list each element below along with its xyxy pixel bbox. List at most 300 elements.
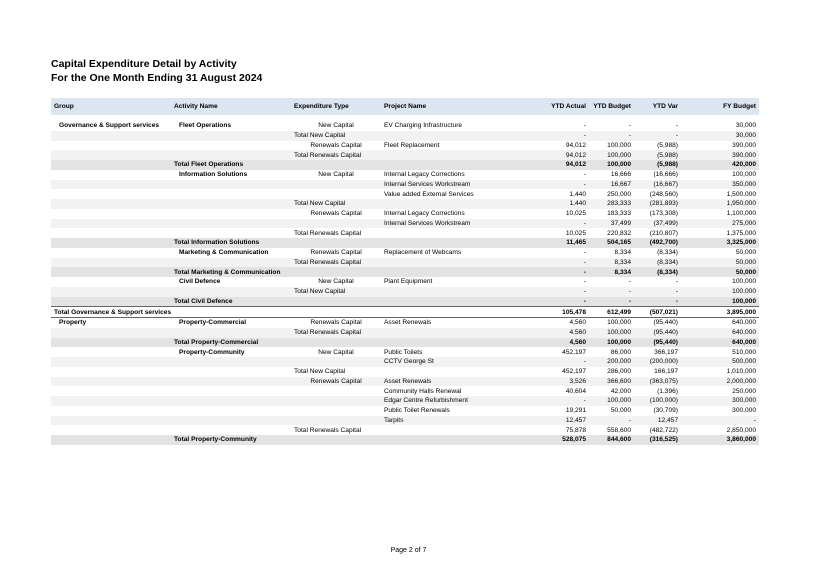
cell-group xyxy=(51,406,171,416)
cell-ytd-actual: - xyxy=(541,131,589,141)
cell-ytd-var: - xyxy=(675,122,678,130)
col-header-ytd-actual: YTD Actual xyxy=(541,98,589,115)
cell-ytd-budget: 100,000 xyxy=(607,141,631,149)
cell-ytd-budget: 100,000 xyxy=(589,150,634,160)
cell-project: Asset Renewals xyxy=(384,319,432,327)
cell-expenditure-type: Total New Capital xyxy=(291,199,381,209)
cell-activity xyxy=(171,219,291,229)
cell-ytd-var: (316,525) xyxy=(634,435,681,445)
cell-ytd-var: (5,988) xyxy=(657,141,678,149)
cell-ytd-actual: - xyxy=(541,180,589,190)
cell-ytd-actual: 94,012 xyxy=(541,160,589,170)
cell-ytd-budget: - xyxy=(589,297,634,307)
cell-group xyxy=(51,248,171,258)
subtotal-row xyxy=(51,150,759,160)
cell-group: Governance & Support services xyxy=(59,122,160,130)
cell-ytd-var: 12,457 xyxy=(634,416,681,426)
cell-ytd-budget: 16,666 xyxy=(610,171,631,179)
cell-group xyxy=(51,396,171,406)
cell-activity: Marketing & Communication xyxy=(179,249,269,257)
cell-group xyxy=(51,258,171,268)
cell-group xyxy=(51,347,171,357)
table-row xyxy=(51,209,759,219)
cell-ytd-var: (95,440) xyxy=(653,319,678,327)
report-title xyxy=(51,57,262,85)
cell-ytd-actual: 19,291 xyxy=(565,407,586,415)
activity-total-row xyxy=(51,238,759,248)
cell-fy-budget: 100,000 xyxy=(732,278,756,286)
cell-project: Replacement of Webcams xyxy=(384,249,462,257)
cell-ytd-var: (248,560) xyxy=(649,190,678,198)
group-total-row xyxy=(51,307,759,318)
cell-ytd-budget: - xyxy=(589,131,634,141)
subtotal-row xyxy=(51,228,759,238)
cell-activity xyxy=(171,209,291,219)
cell-ytd-actual: - xyxy=(541,267,589,277)
cell-ytd-actual: - xyxy=(583,122,586,130)
cell-fy-budget: 2,850,000 xyxy=(726,426,756,434)
cell-fy-budget: 100,000 xyxy=(681,287,759,297)
cell-fy-budget: 300,000 xyxy=(732,407,756,415)
cell-project xyxy=(381,297,541,307)
cell-fy-budget: 275,000 xyxy=(681,219,759,229)
cell-group xyxy=(51,425,171,435)
cell-group xyxy=(51,416,171,426)
cell-expenditure-type: Renewals Capital xyxy=(310,141,362,149)
cell-expenditure-type: Total Renewals Capital xyxy=(294,426,362,434)
cell-activity xyxy=(171,377,291,387)
cell-ytd-budget: 100,000 xyxy=(607,319,631,327)
cell-expenditure-type: Total Renewals Capital xyxy=(291,258,381,268)
cell-group xyxy=(51,267,171,277)
cell-ytd-var: (200,000) xyxy=(634,357,681,367)
cell-ytd-actual: - xyxy=(541,297,589,307)
cell-expenditure-type: New Capital xyxy=(318,122,354,130)
cell-ytd-budget: 100,000 xyxy=(589,396,634,406)
cell-fy-budget: 1,950,000 xyxy=(681,199,759,209)
cell-fy-budget: 640,000 xyxy=(681,328,759,338)
cell-expenditure-type xyxy=(291,180,381,190)
cell-expenditure-type xyxy=(291,307,381,318)
cell-project: Edgar Centre Refurbishment xyxy=(381,396,541,406)
cell-expenditure-type xyxy=(291,416,381,426)
cell-ytd-actual: 94,012 xyxy=(541,150,589,160)
cell-activity: Total Information Solutions xyxy=(171,238,291,248)
cell-fy-budget: - xyxy=(681,416,759,426)
table-row xyxy=(51,180,759,190)
cell-ytd-var: (16,667) xyxy=(634,180,681,190)
cell-fy-budget: 390,000 xyxy=(681,150,759,160)
cell-activity: Information Solutions xyxy=(179,171,248,179)
cell-fy-budget: 50,000 xyxy=(735,249,756,257)
cell-ytd-budget: 250,000 xyxy=(607,190,631,198)
cell-fy-budget: 1,375,000 xyxy=(726,229,756,237)
cell-group xyxy=(51,238,171,248)
table-row xyxy=(51,347,759,357)
cell-activity xyxy=(171,425,291,435)
cell-fy-budget: 1,010,000 xyxy=(726,368,756,376)
cell-ytd-var: (30,709) xyxy=(653,407,678,415)
col-header-project: Project Name xyxy=(381,98,541,115)
cell-ytd-budget: 100,000 xyxy=(589,328,634,338)
cell-project: Internal Legacy Corrections xyxy=(384,171,465,179)
cell-project xyxy=(381,228,541,238)
cell-ytd-var: (8,334) xyxy=(634,258,681,268)
cell-ytd-actual: 528,075 xyxy=(541,435,589,445)
cell-ytd-budget: 220,832 xyxy=(607,229,631,237)
col-header-expenditure-type: Expenditure Type xyxy=(291,98,381,115)
table-row xyxy=(51,121,759,131)
cell-group xyxy=(51,328,171,338)
cell-group: Property xyxy=(59,319,87,327)
cell-group: Total Governance & Support services xyxy=(51,307,171,318)
cell-fy-budget: 420,000 xyxy=(681,160,759,170)
cell-ytd-budget: 37,499 xyxy=(589,219,634,229)
col-header-ytd-var: YTD Var xyxy=(634,98,681,115)
cell-ytd-var: (210,807) xyxy=(649,229,678,237)
cell-group xyxy=(51,180,171,190)
cell-ytd-var: (37,499) xyxy=(634,219,681,229)
table-row xyxy=(51,248,759,258)
cell-ytd-actual: 1,440 xyxy=(541,199,589,209)
cell-activity: Total Property-Community xyxy=(171,435,291,445)
cell-ytd-budget: 8,334 xyxy=(589,267,634,277)
cell-ytd-budget: 558,600 xyxy=(607,426,631,434)
subtotal-row xyxy=(51,199,759,209)
cell-ytd-var: (100,000) xyxy=(634,396,681,406)
cell-fy-budget: 250,000 xyxy=(732,387,756,395)
cell-expenditure-type xyxy=(291,396,381,406)
cell-fy-budget: 1,500,000 xyxy=(726,190,756,198)
cell-fy-budget: 640,000 xyxy=(732,319,756,327)
col-header-fy-budget: FY Budget xyxy=(681,98,759,115)
cell-activity xyxy=(171,416,291,426)
cell-expenditure-type xyxy=(291,267,381,277)
cell-project: EV Charging Infrastructure xyxy=(384,122,463,130)
cell-ytd-var: (363,075) xyxy=(634,377,681,387)
activity-total-row xyxy=(51,338,759,348)
cell-activity: Total Marketing & Communication xyxy=(171,267,291,277)
table-body xyxy=(51,115,759,445)
cell-ytd-actual: 4,560 xyxy=(541,338,589,348)
cell-ytd-actual: 452,197 xyxy=(562,368,586,376)
table-row xyxy=(51,219,759,229)
cell-activity: Property-Community xyxy=(179,348,245,356)
cell-expenditure-type: Total New Capital xyxy=(291,131,381,141)
cell-fy-budget: 1,100,000 xyxy=(726,210,756,218)
cell-expenditure-type xyxy=(291,219,381,229)
cell-expenditure-type: Total New Capital xyxy=(291,287,381,297)
cell-ytd-var: (95,440) xyxy=(634,328,681,338)
cell-ytd-actual: 12,457 xyxy=(541,416,589,426)
cell-activity xyxy=(171,396,291,406)
cell-ytd-var: (5,988) xyxy=(634,160,681,170)
cell-activity xyxy=(171,228,291,238)
cell-ytd-actual: - xyxy=(541,258,589,268)
activity-total-row xyxy=(51,435,759,445)
cell-ytd-budget: 100,000 xyxy=(589,160,634,170)
cell-ytd-var: (1,396) xyxy=(657,387,678,395)
cell-group xyxy=(51,367,171,377)
cell-expenditure-type: Total Renewals Capital xyxy=(291,328,381,338)
cell-group xyxy=(51,160,171,170)
cell-ytd-budget: - xyxy=(628,122,631,130)
table-row xyxy=(51,406,759,416)
cell-expenditure-type: Renewals Capital xyxy=(310,319,362,327)
cell-activity xyxy=(171,199,291,209)
cell-activity: Civil Defence xyxy=(179,278,221,286)
cell-group xyxy=(51,297,171,307)
cell-ytd-budget: 8,334 xyxy=(589,258,634,268)
activity-total-row xyxy=(51,267,759,277)
cell-ytd-actual: - xyxy=(583,278,586,286)
cell-project xyxy=(381,160,541,170)
cell-ytd-budget: - xyxy=(589,287,634,297)
cell-project xyxy=(381,199,541,209)
cell-ytd-budget: 283,333 xyxy=(589,199,634,209)
cell-project: Internal Services Workstream xyxy=(381,180,541,190)
cell-ytd-actual: 75,878 xyxy=(565,426,586,434)
cell-project: Asset Renewals xyxy=(381,377,541,387)
cell-expenditure-type: Total Renewals Capital xyxy=(294,229,362,237)
cell-fy-budget: 3,895,000 xyxy=(681,307,759,318)
cell-ytd-actual: - xyxy=(583,249,586,257)
cell-ytd-var: (173,308) xyxy=(649,210,678,218)
cell-expenditure-type: New Capital xyxy=(318,348,354,356)
cell-activity: Property-Commercial xyxy=(179,319,247,327)
cell-group xyxy=(51,189,171,199)
cell-group xyxy=(51,219,171,229)
cell-group xyxy=(51,435,171,445)
cell-ytd-var: - xyxy=(634,287,681,297)
cell-project: Internal Services Workstream xyxy=(381,219,541,229)
table-row xyxy=(51,357,759,367)
table-row xyxy=(51,189,759,199)
cell-ytd-var: - xyxy=(634,131,681,141)
cell-activity xyxy=(171,328,291,338)
cell-group xyxy=(51,357,171,367)
cell-ytd-actual: - xyxy=(541,287,589,297)
cell-activity xyxy=(171,357,291,367)
cell-project xyxy=(381,367,541,377)
subtotal-row xyxy=(51,131,759,141)
cell-ytd-budget: 366,600 xyxy=(589,377,634,387)
table-row xyxy=(51,377,759,387)
cell-activity: Total Civil Defence xyxy=(171,297,291,307)
cell-ytd-var: 166,197 xyxy=(654,368,678,376)
subtotal-row xyxy=(51,328,759,338)
cell-activity xyxy=(171,307,291,318)
cell-fy-budget: 30,000 xyxy=(735,122,756,130)
cell-activity xyxy=(171,367,291,377)
cell-ytd-actual: 3,526 xyxy=(541,377,589,387)
cell-fy-budget: 500,000 xyxy=(681,357,759,367)
cell-fy-budget: 390,000 xyxy=(732,141,756,149)
col-header-activity: Activity Name xyxy=(171,98,291,115)
cell-activity: Total Property-Commercial xyxy=(171,338,291,348)
cell-ytd-actual: 40,604 xyxy=(565,387,586,395)
cell-fy-budget: 510,000 xyxy=(732,348,756,356)
cell-ytd-budget: 42,000 xyxy=(610,387,631,395)
cell-project: Community Halls Renewal xyxy=(384,387,462,395)
cell-ytd-actual: - xyxy=(541,219,589,229)
cell-ytd-budget: 286,000 xyxy=(607,368,631,376)
cell-ytd-budget: 50,000 xyxy=(610,407,631,415)
cell-ytd-budget: 504,165 xyxy=(589,238,634,248)
cell-group xyxy=(51,141,171,151)
cell-activity xyxy=(171,150,291,160)
cell-expenditure-type: Renewals Capital xyxy=(310,210,362,218)
cell-project xyxy=(381,287,541,297)
table-header-row xyxy=(51,98,759,115)
cell-ytd-actual: - xyxy=(541,357,589,367)
cell-expenditure-type xyxy=(291,297,381,307)
cell-ytd-actual: - xyxy=(541,396,589,406)
cell-ytd-actual: 105,478 xyxy=(541,307,589,318)
cell-ytd-var: - xyxy=(675,278,678,286)
cell-activity xyxy=(171,141,291,151)
cell-group xyxy=(51,277,171,287)
table-row xyxy=(51,396,759,406)
cell-expenditure-type: New Capital xyxy=(318,278,354,286)
cell-ytd-actual: 1,440 xyxy=(569,190,586,198)
cell-fy-budget: 30,000 xyxy=(681,131,759,141)
cell-expenditure-type xyxy=(291,386,381,396)
cell-project: Tarpits xyxy=(381,416,541,426)
cell-project xyxy=(381,131,541,141)
cell-group xyxy=(51,338,171,348)
report-title-line2: For the One Month Ending 31 August 2024 xyxy=(51,72,263,84)
cell-project: Public Toilets xyxy=(384,348,423,356)
cell-ytd-var: (8,334) xyxy=(657,249,678,257)
table-row xyxy=(51,386,759,396)
cell-expenditure-type xyxy=(291,338,381,348)
cell-ytd-budget: 8,334 xyxy=(614,249,631,257)
cell-activity xyxy=(171,386,291,396)
cell-expenditure-type: Total New Capital xyxy=(294,368,346,376)
cell-ytd-actual: 10,025 xyxy=(565,229,586,237)
cell-group xyxy=(51,170,171,180)
cell-expenditure-type: Renewals Capital xyxy=(291,377,381,387)
cell-ytd-var: (16,666) xyxy=(653,171,678,179)
cell-project: Value added External Services xyxy=(384,190,474,198)
table-row xyxy=(51,416,759,426)
cell-project xyxy=(381,328,541,338)
cell-project: Plant Equipment xyxy=(384,278,433,286)
cell-project xyxy=(381,307,541,318)
cell-expenditure-type xyxy=(291,406,381,416)
cell-ytd-budget: 16,667 xyxy=(589,180,634,190)
cell-ytd-budget: 200,000 xyxy=(589,357,634,367)
cell-activity xyxy=(171,287,291,297)
cell-ytd-actual: - xyxy=(583,171,586,179)
col-header-ytd-budget: YTD Budget xyxy=(589,98,634,115)
table-row xyxy=(51,170,759,180)
table-row xyxy=(51,141,759,151)
report-title-line1: Capital Expenditure Detail by Activity xyxy=(51,58,237,70)
cell-activity xyxy=(171,131,291,141)
subtotal-row xyxy=(51,287,759,297)
cell-ytd-var: (482,722) xyxy=(649,426,678,434)
cell-ytd-var: (281,893) xyxy=(634,199,681,209)
cell-expenditure-type: Total Renewals Capital xyxy=(291,150,381,160)
cell-group xyxy=(51,209,171,219)
cell-ytd-actual: 4,560 xyxy=(569,319,586,327)
cell-project: Fleet Replacement xyxy=(384,141,440,149)
cell-expenditure-type xyxy=(291,357,381,367)
cell-project xyxy=(381,238,541,248)
cell-project xyxy=(381,338,541,348)
cell-expenditure-type xyxy=(291,160,381,170)
cell-project: Internal Legacy Corrections xyxy=(384,210,465,218)
cell-ytd-var: (507,021) xyxy=(634,307,681,318)
cell-project: Public Toilet Renewals xyxy=(384,407,450,415)
cell-ytd-actual: 452,197 xyxy=(562,348,586,356)
cell-project xyxy=(381,267,541,277)
cell-fy-budget: 100,000 xyxy=(681,297,759,307)
cell-fy-budget: 640,000 xyxy=(681,338,759,348)
cell-ytd-var: (8,334) xyxy=(634,267,681,277)
cell-project xyxy=(381,425,541,435)
cell-group xyxy=(51,199,171,209)
cell-expenditure-type: New Capital xyxy=(318,171,354,179)
cell-group xyxy=(51,131,171,141)
subtotal-row xyxy=(51,425,759,435)
cell-fy-budget: 50,000 xyxy=(681,267,759,277)
cell-project xyxy=(381,435,541,445)
cell-activity: Total Fleet Operations xyxy=(171,160,291,170)
cell-ytd-var: (5,988) xyxy=(634,150,681,160)
capex-table xyxy=(51,98,759,445)
cell-expenditure-type xyxy=(291,238,381,248)
cell-ytd-actual: 10,025 xyxy=(565,210,586,218)
cell-ytd-var: (95,440) xyxy=(634,338,681,348)
cell-fy-budget: 3,325,000 xyxy=(681,238,759,248)
cell-ytd-actual: 11,465 xyxy=(541,238,589,248)
cell-ytd-budget: 86,000 xyxy=(610,348,631,356)
cell-activity: Fleet Operations xyxy=(179,122,232,130)
cell-activity xyxy=(171,180,291,190)
cell-activity xyxy=(171,258,291,268)
col-header-group: Group xyxy=(51,98,171,115)
cell-ytd-actual: 4,560 xyxy=(541,328,589,338)
subtotal-row xyxy=(51,258,759,268)
cell-ytd-budget: 100,000 xyxy=(589,338,634,348)
subtotal-row xyxy=(51,367,759,377)
page-number: Page 2 of 7 xyxy=(390,547,427,554)
cell-ytd-budget: - xyxy=(628,278,631,286)
cell-fy-budget: 100,000 xyxy=(732,171,756,179)
table-row xyxy=(51,277,759,287)
cell-expenditure-type: Renewals Capital xyxy=(310,249,362,257)
cell-expenditure-type xyxy=(291,189,381,199)
cell-ytd-var: 366,197 xyxy=(654,348,678,356)
cell-group xyxy=(51,377,171,387)
table-row xyxy=(51,318,759,328)
cell-group xyxy=(51,228,171,238)
cell-fy-budget: 2,000,000 xyxy=(681,377,759,387)
cell-project xyxy=(381,150,541,160)
cell-fy-budget: 300,000 xyxy=(681,396,759,406)
cell-project: CCTV George St xyxy=(381,357,541,367)
cell-ytd-var: (492,700) xyxy=(634,238,681,248)
cell-project xyxy=(381,258,541,268)
cell-ytd-budget: 844,600 xyxy=(589,435,634,445)
cell-activity xyxy=(171,189,291,199)
cell-ytd-budget: - xyxy=(589,416,634,426)
cell-activity xyxy=(171,406,291,416)
cell-ytd-actual: 94,012 xyxy=(565,141,586,149)
